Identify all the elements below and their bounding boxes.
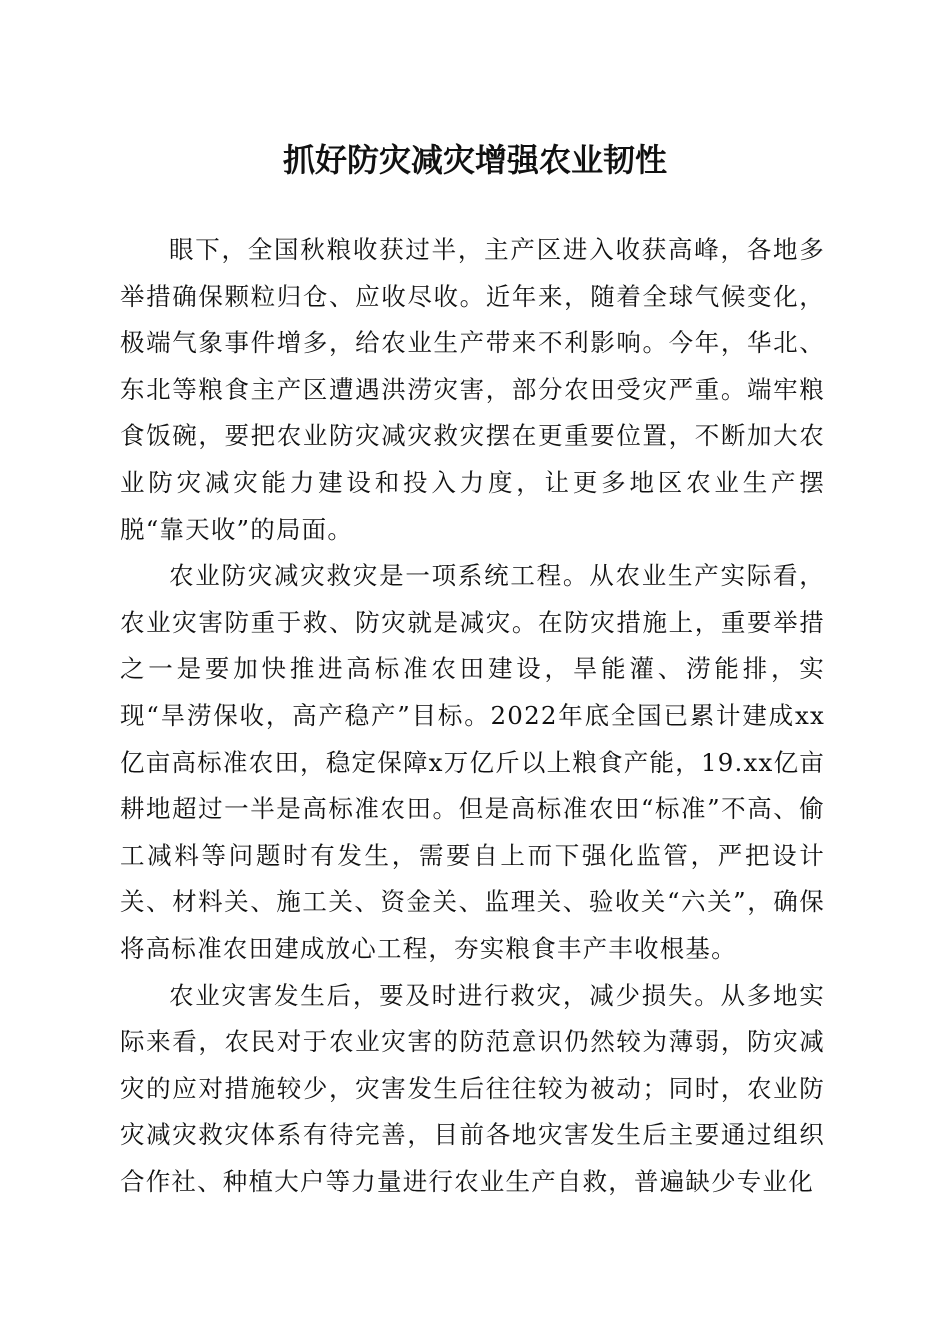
paragraph-2: 农业防灾减灾救灾是一项系统工程。从农业生产实际看，农业灾害防重于救、防灾就是减灾。在防灾措施上，重要举措之一是要加快推进高标准农田建设，旱能灌、涝能排，实现“旱涝保收，高产稳产”目标。2022年底全国已累计建成xx亿亩高标准农田，稳定保障x万亿斤以上粮食产能，19.xx亿亩耕地超过一半是高标准农田。但是高标准农田“标准”不高、偷工减料等问题时有发生，需要自上而下强化监管，严把设计关、材料关、施工关、资金关、监理关、验收关“六关”，确保将高标准农田建成放心工程，夯实粮食丰产丰收根基。 [120, 561, 825, 963]
document-title: 抓好防灾减灾增强农业韧性 [282, 141, 667, 179]
paragraph-1: 眼下，全国秋粮收获过半，主产区进入收获高峰，各地多举措确保颗粒归仓、应收尽收。近年来，随着全球气候变化，极端气象事件增多，给农业生产带来不利影响。今年，华北、东北等粮食主产区遭遇洪涝灾害，部分农田受灾严重。端牢粮食饭碗，要把农业防灾减灾救灾摆在更重要位置，不断加大农业防灾减灾能力建设和投入力度，让更多地区农业生产摆脱“靠天收”的局面。 [120, 235, 825, 544]
document-body [120, 227, 825, 1205]
paragraph-3: 农业灾害发生后，要及时进行救灾，减少损失。从多地实际来看，农民对于农业灾害的防范意识仍然较为薄弱，防灾减灾的应对措施较少，灾害发生后往往较为被动；同时，农业防灾减灾救灾体系有待完善，目前各地灾害发生后主要通过组织合作社、种植大户等力量进行农业生产自救，普遍缺少专业化 [120, 980, 825, 1196]
